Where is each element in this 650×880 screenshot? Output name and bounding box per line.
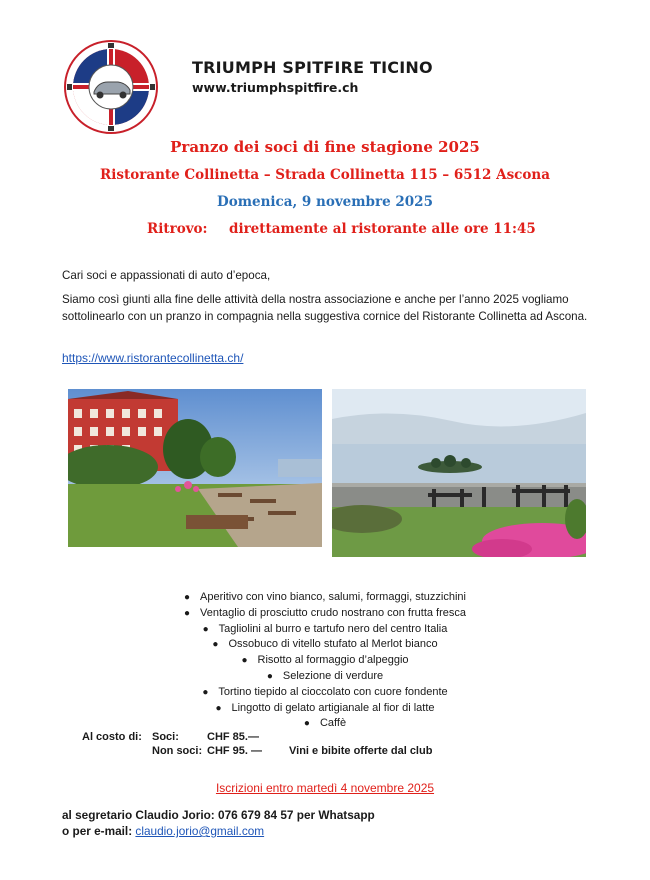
member-label: Soci:: [152, 731, 179, 743]
drinks-note: Vini e bibite offerte dal club: [289, 745, 433, 757]
menu-item: ● Ossobuco di vitello stufato al Merlot bianco: [212, 638, 438, 651]
email-prefix: o per e-mail:: [62, 824, 136, 838]
meeting-text: direttamente al ristorante alle ore 11:45: [229, 221, 536, 237]
event-venue: Ristorante Collinetta – Strada Collinetta 115 – 6512 Ascona: [100, 167, 550, 183]
menu-item: ● Tagliolini al burro e tartufo nero del centro Italia: [202, 622, 448, 635]
secretary-contact: al segretario Claudio Jorio: 076 679 84 57 per Whatsapp: [62, 808, 375, 822]
nonmember-price: CHF 95. —: [207, 745, 263, 757]
club-name: TRIUMPH SPITFIRE TICINO: [192, 58, 433, 77]
greeting: Cari soci e appassionati di auto d’epoca,: [62, 269, 271, 282]
menu-list: [0, 590, 650, 732]
cost-label: Al costo di:: [82, 731, 142, 743]
club-website: www.triumphspitfire.ch: [192, 80, 359, 95]
event-meeting-point: [147, 221, 536, 237]
menu-item: ● Tortino tiepido al cioccolato con cuore fondente: [202, 685, 448, 698]
intro-paragraph: Siamo così giunti alla fine delle attività della nostra associazione e anche per l’anno 2025 vogliamo sottolinearlo con un pranzo in compagnia nella suggestiva cornice del Ristorante Collinetta ad Ascona.: [62, 293, 588, 323]
email-contact: [62, 824, 264, 838]
club-logo: [64, 40, 158, 134]
lake-terrace-photo: [332, 389, 586, 557]
menu-item: ● Caffè: [303, 717, 347, 730]
restaurant-photo: [68, 389, 322, 547]
registration-deadline: Iscrizioni entro martedì 4 novembre 2025: [215, 781, 435, 795]
nonmember-label: Non soci:: [152, 745, 203, 757]
event-title: Pranzo dei soci di fine stagione 2025: [170, 138, 480, 156]
menu-item: ● Selezione di verdure: [266, 669, 384, 682]
email-link[interactable]: claudio.jorio@gmail.com: [135, 824, 265, 838]
menu-item: ● Aperitivo con vino bianco, salumi, formaggi, stuzzichini: [183, 591, 466, 603]
event-date: Domenica, 9 novembre 2025: [217, 194, 433, 210]
restaurant-link[interactable]: https://www.ristorantecollinetta.ch/: [62, 351, 244, 365]
meeting-label: Ritrovo:: [147, 221, 208, 237]
member-price: CHF 85.—: [207, 731, 259, 743]
menu-item: ● Lingotto di gelato artigianale al fior di latte: [215, 701, 435, 714]
menu-item: ● Ventaglio di prosciutto crudo nostrano con frutta fresca: [183, 606, 467, 619]
menu-item: ● Risotto al formaggio d’alpeggio: [241, 654, 409, 667]
